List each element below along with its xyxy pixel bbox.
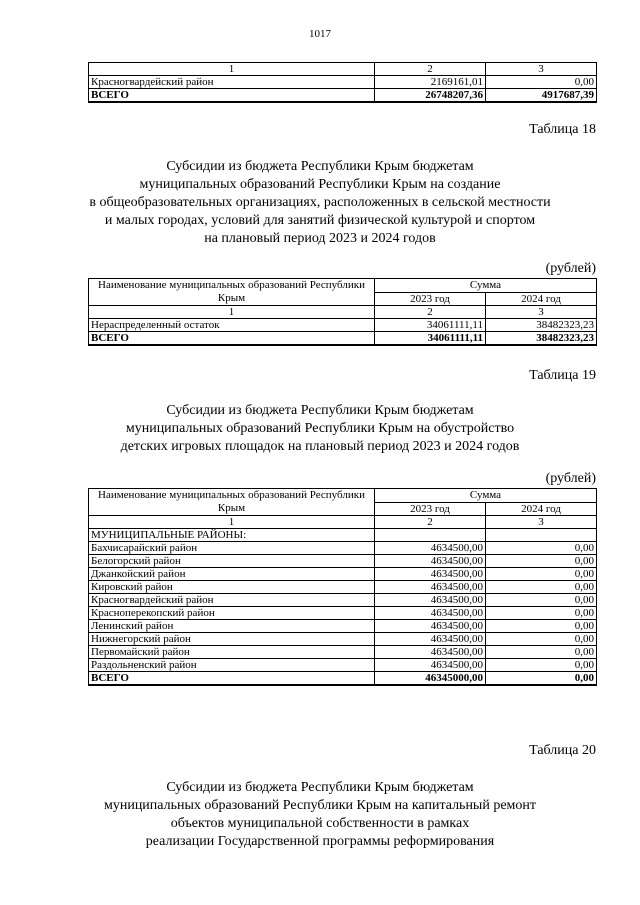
row-value-2024: 38482323,23	[486, 319, 597, 332]
section-row	[89, 529, 597, 542]
row-value-2024: 0,00	[486, 568, 597, 581]
table-row	[89, 319, 597, 332]
header-sum: Сумма	[375, 489, 597, 503]
column-number: 3	[486, 516, 597, 529]
header-row	[89, 489, 597, 503]
table20-label: Таблица 20	[529, 743, 596, 758]
row-name: Белогорский район	[89, 555, 375, 568]
total-value-2: 4917687,39	[486, 89, 597, 103]
row-value-2023: 4634500,00	[375, 555, 486, 568]
table-row	[89, 594, 597, 607]
row-value-2023: 4634500,00	[375, 594, 486, 607]
row-value-2024: 0,00	[486, 542, 597, 555]
empty-cell	[486, 529, 597, 542]
column-number: 1	[89, 306, 375, 319]
row-name: Бахчисарайский район	[89, 542, 375, 555]
empty-cell	[375, 529, 486, 542]
column-number: 2	[375, 63, 486, 76]
table-row	[89, 607, 597, 620]
header-name: Наименование муниципальных образований Республики Крым	[89, 279, 375, 306]
column-number: 1	[89, 516, 375, 529]
total-row	[89, 672, 597, 686]
table-row	[89, 659, 597, 672]
row-name: Раздольненский район	[89, 659, 375, 672]
total-value-1: 26748207,36	[375, 89, 486, 103]
total-row	[89, 332, 597, 346]
table-row	[89, 568, 597, 581]
column-numbers-row	[89, 306, 597, 319]
table19-units: (рублей)	[545, 471, 596, 486]
row-value-2024: 0,00	[486, 76, 597, 89]
row-value-2023: 2169161,01	[375, 76, 486, 89]
row-value-2024: 0,00	[486, 633, 597, 646]
title-line: детских игровых площадок на плановый период 2023 и 2024 годов	[120, 439, 520, 454]
table18-units: (рублей)	[545, 261, 596, 276]
table-row	[89, 581, 597, 594]
row-name: Джанкойский район	[89, 568, 375, 581]
total-value-2024: 0,00	[486, 672, 597, 686]
table18	[88, 278, 597, 346]
total-value-2024: 38482323,23	[486, 332, 597, 346]
total-label: ВСЕГО	[89, 89, 375, 103]
total-row	[89, 89, 597, 103]
row-value-2024: 0,00	[486, 594, 597, 607]
table18-label: Таблица 18	[529, 122, 596, 137]
column-number: 2	[375, 516, 486, 529]
row-name: Кировский район	[89, 581, 375, 594]
title-line: Субсидии из бюджета Республики Крым бюджетам	[166, 780, 474, 795]
row-value-2023: 34061111,11	[375, 319, 486, 332]
table-row	[89, 555, 597, 568]
table20-title	[0, 779, 640, 851]
top-table	[88, 62, 597, 103]
total-label: ВСЕГО	[89, 672, 375, 686]
column-numbers-row	[89, 516, 597, 529]
header-row	[89, 279, 597, 293]
row-value-2023: 4634500,00	[375, 607, 486, 620]
table-row	[89, 542, 597, 555]
table19-label: Таблица 19	[529, 368, 596, 383]
row-value-2023: 4634500,00	[375, 542, 486, 555]
row-value-2023: 4634500,00	[375, 646, 486, 659]
row-value-2024: 0,00	[486, 555, 597, 568]
row-value-2024: 0,00	[486, 646, 597, 659]
table19-title	[0, 402, 640, 456]
row-name: Красногвардейский район	[89, 76, 375, 89]
title-line: муниципальных образований Республики Крым на обустройство	[125, 421, 515, 436]
header-year-2023: 2023 год	[375, 292, 486, 306]
title-line: объектов муниципальной собственности в рамках	[170, 816, 470, 831]
total-value-2023: 46345000,00	[375, 672, 486, 686]
row-name: Нижнегорский район	[89, 633, 375, 646]
row-name: Ленинский район	[89, 620, 375, 633]
total-label: ВСЕГО	[89, 332, 375, 346]
table18-title	[0, 158, 640, 248]
title-line: муниципальных образований Республики Крым на капитальный ремонт	[103, 798, 537, 813]
table19	[88, 488, 597, 686]
title-line: в общеобразовательных организациях, расположенных в сельской местности	[89, 195, 551, 210]
table-row	[89, 620, 597, 633]
top-table-column-numbers	[89, 63, 597, 76]
row-value-2023: 4634500,00	[375, 581, 486, 594]
table-row	[89, 76, 597, 89]
column-number: 1	[89, 63, 375, 76]
title-line: и малых городах, условий для занятий физической культурой и спортом	[104, 213, 536, 228]
row-name: Первомайский район	[89, 646, 375, 659]
title-line: реализации Государственной программы реформирования	[145, 834, 495, 849]
row-name: Нераспределенный остаток	[89, 319, 375, 332]
row-value-2023: 4634500,00	[375, 659, 486, 672]
title-line: Субсидии из бюджета Республики Крым бюджетам	[166, 403, 474, 418]
row-value-2023: 4634500,00	[375, 568, 486, 581]
header-year-2024: 2024 год	[486, 292, 597, 306]
title-line: на плановый период 2023 и 2024 годов	[204, 231, 436, 246]
header-year-2024: 2024 год	[486, 502, 597, 516]
row-value-2023: 4634500,00	[375, 633, 486, 646]
total-value-2023: 34061111,11	[375, 332, 486, 346]
row-value-2024: 0,00	[486, 607, 597, 620]
section-label: МУНИЦИПАЛЬНЫЕ РАЙОНЫ:	[89, 529, 375, 542]
header-year-2023: 2023 год	[375, 502, 486, 516]
row-value-2024: 0,00	[486, 581, 597, 594]
row-value-2024: 0,00	[486, 659, 597, 672]
column-number: 3	[486, 63, 597, 76]
row-name: Красногвардейский район	[89, 594, 375, 607]
title-line: Субсидии из бюджета Республики Крым бюджетам	[166, 159, 474, 174]
row-name: Красноперекопский район	[89, 607, 375, 620]
table-row	[89, 633, 597, 646]
page-number: 1017	[309, 28, 331, 40]
header-name: Наименование муниципальных образований Республики Крым	[89, 489, 375, 516]
title-line: муниципальных образований Республики Крым на создание	[139, 177, 501, 192]
row-value-2024: 0,00	[486, 620, 597, 633]
header-sum: Сумма	[375, 279, 597, 293]
column-number: 2	[375, 306, 486, 319]
table-row	[89, 646, 597, 659]
row-value-2023: 4634500,00	[375, 620, 486, 633]
column-number: 3	[486, 306, 597, 319]
